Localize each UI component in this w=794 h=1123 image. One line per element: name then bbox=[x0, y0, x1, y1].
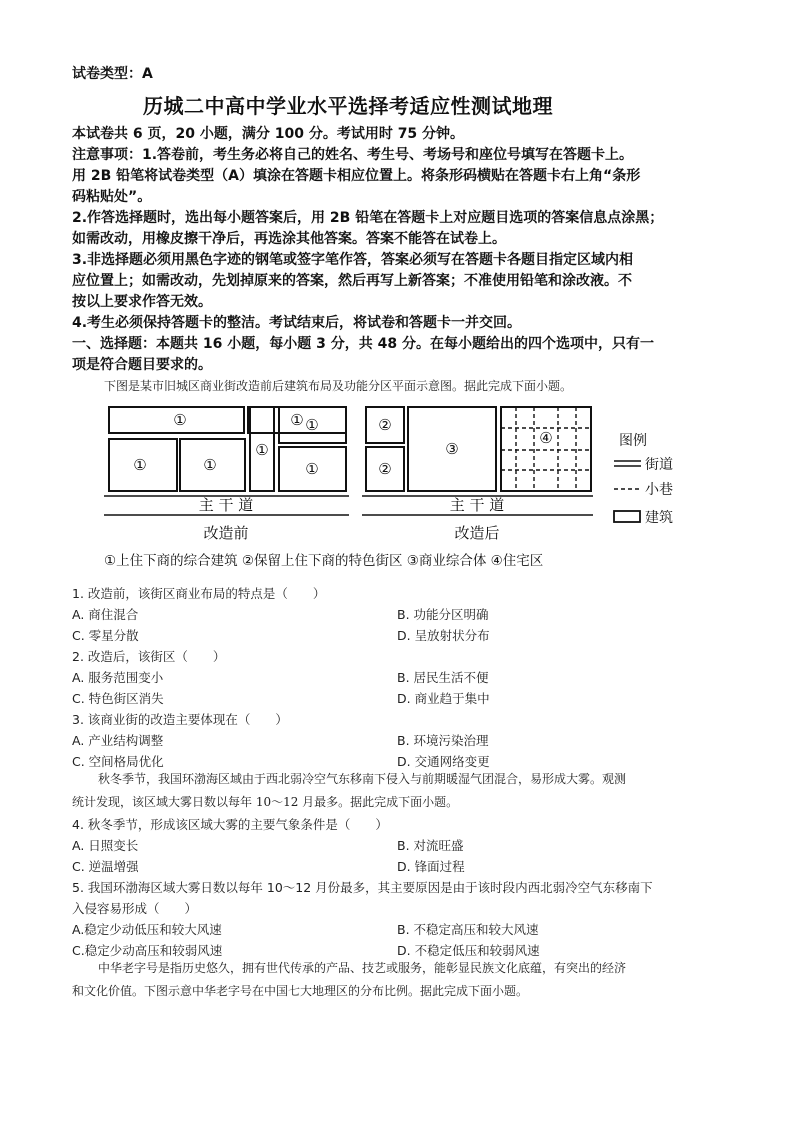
notice-line: 注意事项：1.答卷前，考生务必将自己的姓名、考生号、考场号和座位号填写在答题卡上。 bbox=[72, 147, 634, 163]
notice-line: 如需改动，用橡皮擦干净后，再选涂其他答案。答案不能答在试卷上。 bbox=[72, 231, 506, 247]
before-label: 改造前 bbox=[203, 524, 249, 542]
material-paragraph: 秋冬季节，我国环渤海区域由于西北弱冷空气东移南下侵入与前期暖湿气团混合，易形成大雾。观测 bbox=[98, 772, 627, 786]
question-stem: 1. 改造前，该街区商业布局的特点是（ ） bbox=[72, 586, 326, 601]
option-b[interactable]: B. 对流旺盛 bbox=[397, 838, 464, 853]
legend-alley: 小巷 bbox=[645, 482, 673, 498]
question-stem: 4. 秋冬季节，形成该区域大雾的主要气象条件是（ ） bbox=[72, 817, 388, 832]
after-label: 改造后 bbox=[454, 524, 500, 542]
option-c[interactable]: C. 空间格局优化 bbox=[72, 754, 164, 769]
zone-label: ① bbox=[133, 456, 147, 474]
notice-line: 本试卷共 6 页，20 小题，满分 100 分。考试用时 75 分钟。 bbox=[72, 126, 465, 142]
option-a[interactable]: A. 产业结构调整 bbox=[72, 733, 164, 748]
option-a[interactable]: A. 商住混合 bbox=[72, 607, 139, 622]
material-paragraph: 中华老字号是指历史悠久，拥有世代传承的产品、技艺或服务，能彰显民族文化底蕴，有突出的经济 bbox=[98, 961, 627, 975]
notice-line: 应位置上；如需改动，先划掉原来的答案，然后再写上新答案；不准使用铅笔和涂改液。不 bbox=[72, 273, 632, 289]
option-a[interactable]: A. 服务范围变小 bbox=[72, 670, 164, 685]
option-b[interactable]: B. 功能分区明确 bbox=[397, 607, 489, 622]
option-b[interactable]: B. 环境污染治理 bbox=[397, 733, 489, 748]
option-d[interactable]: D. 不稳定低压和较弱风速 bbox=[397, 943, 540, 958]
zone-label: ① bbox=[203, 456, 217, 474]
notice-line: 4.考生必须保持答题卡的整洁。考试结束后，将试卷和答题卡一并交回。 bbox=[72, 315, 522, 331]
zone-label: ① bbox=[305, 460, 319, 478]
paper-type: 试卷类型：A bbox=[72, 66, 153, 82]
zone-label: ① bbox=[305, 416, 319, 434]
question-stem: 入侵容易形成（ ） bbox=[72, 901, 198, 916]
option-d[interactable]: D. 呈放射状分布 bbox=[397, 628, 490, 643]
option-c[interactable]: C.稳定少动高压和较弱风速 bbox=[72, 943, 223, 958]
zone-label: ② bbox=[378, 460, 392, 478]
option-d[interactable]: D. 商业趋于集中 bbox=[397, 691, 490, 706]
option-d[interactable]: D. 交通网络变更 bbox=[397, 754, 490, 769]
notice-line: 用 2B 铅笔将试卷类型（A）填涂在答题卡相应位置上。将条形码横贴在答题卡右上角“条形 bbox=[72, 168, 641, 184]
question-stem: 2. 改造后，该街区（ ） bbox=[72, 649, 226, 664]
zone-label: ① bbox=[173, 411, 187, 429]
notice-line: 码粘贴处”。 bbox=[72, 189, 152, 205]
option-c[interactable]: C. 逆温增强 bbox=[72, 859, 139, 874]
option-c[interactable]: C. 零星分散 bbox=[72, 628, 139, 643]
street-layout-figure bbox=[104, 400, 704, 575]
zone-label: ① bbox=[255, 441, 269, 459]
section-heading: 项是符合题目要求的。 bbox=[72, 357, 212, 373]
legend-street: 街道 bbox=[645, 457, 673, 473]
question-stem: 5. 我国环渤海区域大雾日数以每年 10～12 月份最多，其主要原因是由于该时段内西北弱冷空气东移南下 bbox=[72, 880, 653, 895]
notice-line: 按以上要求作答无效。 bbox=[72, 294, 212, 310]
notice-line: 2.作答选择题时，选出每小题答案后，用 2B 铅笔在答题卡上对应题目选项的答案信息点涂黑； bbox=[72, 210, 664, 226]
legend-title: 图例 bbox=[619, 433, 647, 449]
notice-line: 3.非选择题必须用黑色字迹的钢笔或签字笔作答，答案必须写在答题卡各题目指定区域内相 bbox=[72, 252, 634, 268]
zone-label: ③ bbox=[445, 440, 459, 458]
material-paragraph: 和文化价值。下图示意中华老字号在中国七大地理区的分布比例。据此完成下面小题。 bbox=[72, 984, 529, 998]
option-b[interactable]: B. 不稳定高压和较大风速 bbox=[397, 922, 539, 937]
option-d[interactable]: D. 锋面过程 bbox=[397, 859, 465, 874]
figure-caption: ①上住下商的综合建筑 ②保留上住下商的特色街区 ③商业综合体 ④住宅区 bbox=[104, 553, 544, 569]
road-label: 主 干 道 bbox=[198, 496, 254, 514]
road-label: 主 干 道 bbox=[449, 496, 505, 514]
zone-label: ④ bbox=[539, 429, 553, 447]
material-paragraph: 统计发现，该区域大雾日数以每年 10～12 月最多。据此完成下面小题。 bbox=[72, 795, 459, 809]
option-a[interactable]: A. 日照变长 bbox=[72, 838, 139, 853]
legend-building: 建筑 bbox=[645, 510, 673, 526]
page-title: 历城二中高中学业水平选择考适应性测试地理 bbox=[143, 94, 553, 118]
option-b[interactable]: B. 居民生活不便 bbox=[397, 670, 489, 685]
option-c[interactable]: C. 特色街区消失 bbox=[72, 691, 164, 706]
zone-label: ② bbox=[378, 416, 392, 434]
figure-intro: 下图是某市旧城区商业街改造前后建筑布局及功能分区平面示意图。据此完成下面小题。 bbox=[104, 379, 573, 393]
zone-label: ① bbox=[290, 411, 304, 429]
building-after bbox=[501, 407, 591, 491]
question-stem: 3. 该商业街的改造主要体现在（ ） bbox=[72, 712, 288, 727]
section-heading: 一、选择题：本题共 16 小题，每小题 3 分，共 48 分。在每小题给出的四个选项中，只有一 bbox=[72, 336, 654, 352]
option-a[interactable]: A.稳定少动低压和较大风速 bbox=[72, 922, 222, 937]
